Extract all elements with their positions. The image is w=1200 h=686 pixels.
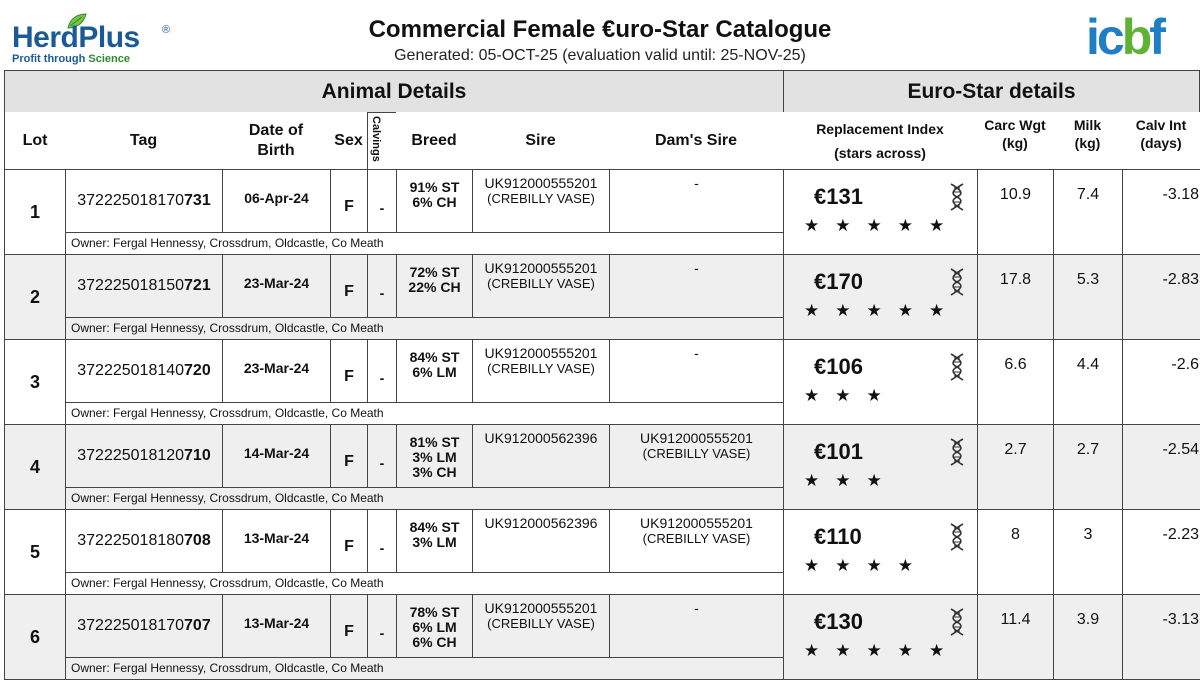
owner-line: Owner: Fergal Hennessy, Crossdrum, Oldcastle, Co Meath (66, 232, 784, 254)
tag-number: 372225018170 707 (66, 595, 223, 657)
replacement-index-cell (784, 595, 978, 679)
breed-line: 6% LM (412, 619, 457, 635)
breed-composition (397, 510, 473, 572)
owner-line: Owner: Fergal Hennessy, Crossdrum, Oldcastle, Co Meath (66, 657, 784, 679)
milk-value: 4.4 (1054, 340, 1123, 424)
col-tag: Tag (65, 112, 223, 170)
replacement-index-cell (784, 340, 978, 424)
breed-line: 72% ST (409, 264, 460, 280)
sire-info: UK912000555201 (CREBILLY VASE) (473, 340, 610, 402)
breed-line: 84% ST (409, 349, 460, 365)
sex-value: F (331, 425, 368, 487)
sex-value: F (331, 170, 368, 232)
lot-number: 1 (5, 170, 66, 254)
carc-wgt-value: 2.7 (978, 425, 1054, 509)
owner-line: Owner: Fergal Hennessy, Crossdrum, Oldcastle, Co Meath (66, 487, 784, 509)
table-row (4, 340, 1200, 425)
table-row (4, 595, 1200, 680)
date-of-birth: 06-Apr-24 (223, 170, 331, 232)
dna-icon (948, 352, 966, 382)
calvings-value: - (368, 425, 397, 487)
replacement-index-value: €170 (814, 269, 863, 294)
date-of-birth: 14-Mar-24 (223, 425, 331, 487)
milk-value: 2.7 (1054, 425, 1123, 509)
tag-number: 372225018120 710 (66, 425, 223, 487)
milk-value: 3.9 (1054, 595, 1123, 679)
tag-number: 372225018180 708 (66, 510, 223, 572)
col-date-of-birth: Date of Birth (222, 112, 331, 170)
sex-value: F (331, 255, 368, 317)
icbf-logo: icbf (1086, 9, 1163, 65)
calvings-value: - (368, 255, 397, 317)
col-calvings: Calvings (367, 112, 397, 170)
dna-icon (948, 437, 966, 467)
replacement-index-value: €131 (814, 184, 863, 209)
lot-number: 3 (5, 340, 66, 424)
carc-wgt-value: 11.4 (978, 595, 1054, 679)
date-of-birth: 23-Mar-24 (223, 340, 331, 402)
col-breed: Breed (396, 112, 473, 170)
calv-int-value: -3.18 (1162, 186, 1199, 203)
col-milk: Milk (kg) (1053, 112, 1123, 170)
calv-int-value: -2.23 (1162, 526, 1199, 543)
col-calv-int: Calv Int (days) (1122, 112, 1200, 170)
sire-info: UK912000562396 (473, 510, 610, 572)
section-eurostar-details: Euro-Star details (783, 70, 1200, 113)
herdplus-logo (10, 14, 180, 68)
dna-icon (948, 522, 966, 552)
carc-wgt-value: 17.8 (978, 255, 1054, 339)
sire-info: UK912000562396 (473, 425, 610, 487)
calvings-value: - (368, 510, 397, 572)
dams-sire-info: - (610, 255, 784, 317)
sire-info: UK912000555201 (CREBILLY VASE) (473, 595, 610, 657)
col-lot: Lot (4, 112, 66, 170)
dams-sire-info: UK912000555201 (CREBILLY VASE) (610, 425, 784, 487)
replacement-index-cell (784, 510, 978, 594)
dams-sire-info: - (610, 170, 784, 232)
breed-line: 91% ST (409, 179, 460, 195)
sire-info: UK912000555201 (CREBILLY VASE) (473, 255, 610, 317)
star-rating: ★★★★★ (804, 301, 961, 320)
owner-line: Owner: Fergal Hennessy, Crossdrum, Oldcastle, Co Meath (66, 317, 784, 339)
lot-number: 4 (5, 425, 66, 509)
table-row (4, 255, 1200, 340)
dna-icon (948, 267, 966, 297)
catalogue-header (0, 0, 1200, 70)
document-title: Commercial Female €uro-Star Catalogue (368, 16, 832, 43)
dna-icon (948, 607, 966, 637)
tag-number: 372225018170 731 (66, 170, 223, 232)
breed-composition (397, 340, 473, 402)
herdplus-tagline: Profit through Science (12, 53, 130, 65)
col-sire: Sire (472, 112, 610, 170)
col-dams-sire: Dam's Sire (609, 112, 784, 170)
calv-int-value: -2.6 (1171, 356, 1199, 373)
col-sex: Sex (330, 112, 368, 170)
star-rating: ★★★★★ (804, 216, 961, 235)
replacement-index-value: €101 (814, 439, 863, 464)
sex-value: F (331, 340, 368, 402)
tag-number: 372225018150 721 (66, 255, 223, 317)
carc-wgt-value: 10.9 (978, 170, 1054, 254)
star-rating: ★★★★ (804, 556, 929, 575)
star-rating: ★★★ (804, 386, 898, 405)
calv-int-value: -2.54 (1162, 441, 1199, 458)
owner-line: Owner: Fergal Hennessy, Crossdrum, Oldcastle, Co Meath (66, 402, 784, 424)
milk-value: 3 (1054, 510, 1123, 594)
replacement-index-value: €106 (814, 354, 863, 379)
breed-line: 78% ST (409, 604, 460, 620)
breed-composition (397, 170, 473, 232)
lot-number: 6 (5, 595, 66, 679)
table-row (4, 510, 1200, 595)
breed-line: 84% ST (409, 519, 460, 535)
animal-rows (4, 170, 1200, 680)
carc-wgt-value: 8 (978, 510, 1054, 594)
date-of-birth: 13-Mar-24 (223, 510, 331, 572)
sire-info: UK912000555201 (CREBILLY VASE) (473, 170, 610, 232)
sex-value: F (331, 595, 368, 657)
breed-line: 6% CH (412, 194, 457, 210)
milk-value: 5.3 (1054, 255, 1123, 339)
calvings-value: - (368, 595, 397, 657)
calv-int-value: -2.83 (1162, 271, 1199, 288)
breed-line: 6% LM (412, 364, 457, 380)
breed-composition (397, 595, 473, 657)
lot-number: 2 (5, 255, 66, 339)
replacement-index-cell (784, 170, 978, 254)
replacement-index-cell (784, 425, 978, 509)
breed-line: 81% ST (409, 434, 460, 450)
lot-number: 5 (5, 510, 66, 594)
dams-sire-info: - (610, 340, 784, 402)
dams-sire-info: - (610, 595, 784, 657)
breed-line: 22% CH (408, 279, 461, 295)
calvings-value: - (368, 340, 397, 402)
col-replacement-index: Replacement Index (stars across) (783, 112, 978, 170)
milk-value: 7.4 (1054, 170, 1123, 254)
section-animal-details: Animal Details (4, 70, 784, 113)
breed-line: 3% CH (412, 464, 457, 480)
calvings-value: - (368, 170, 397, 232)
replacement-index-value: €110 (814, 524, 862, 549)
catalogue-table (4, 70, 1200, 686)
registered-mark: ® (162, 24, 171, 36)
col-carc-wgt: Carc Wgt (kg) (977, 112, 1054, 170)
calv-int-value: -3.13 (1162, 611, 1199, 628)
replacement-index-cell (784, 255, 978, 339)
star-rating: ★★★★★ (804, 641, 961, 660)
date-of-birth: 23-Mar-24 (223, 255, 331, 317)
star-rating: ★★★ (804, 471, 898, 490)
breed-line: 3% LM (412, 449, 457, 465)
date-of-birth: 13-Mar-24 (223, 595, 331, 657)
table-row (4, 425, 1200, 510)
carc-wgt-value: 6.6 (978, 340, 1054, 424)
breed-composition (397, 425, 473, 487)
table-row (4, 170, 1200, 255)
herdplus-wordmark: HerdPlus (12, 21, 140, 54)
breed-line: 6% CH (412, 634, 457, 650)
tag-number: 372225018140 720 (66, 340, 223, 402)
breed-composition (397, 255, 473, 317)
sex-value: F (331, 510, 368, 572)
breed-line: 3% LM (412, 534, 457, 550)
dams-sire-info: UK912000555201 (CREBILLY VASE) (610, 510, 784, 572)
owner-line: Owner: Fergal Hennessy, Crossdrum, Oldcastle, Co Meath (66, 572, 784, 594)
replacement-index-value: €130 (814, 609, 863, 634)
document-subtitle: Generated: 05-OCT-25 (evaluation valid until: 25-NOV-25) (394, 47, 806, 64)
dna-icon (948, 182, 966, 212)
